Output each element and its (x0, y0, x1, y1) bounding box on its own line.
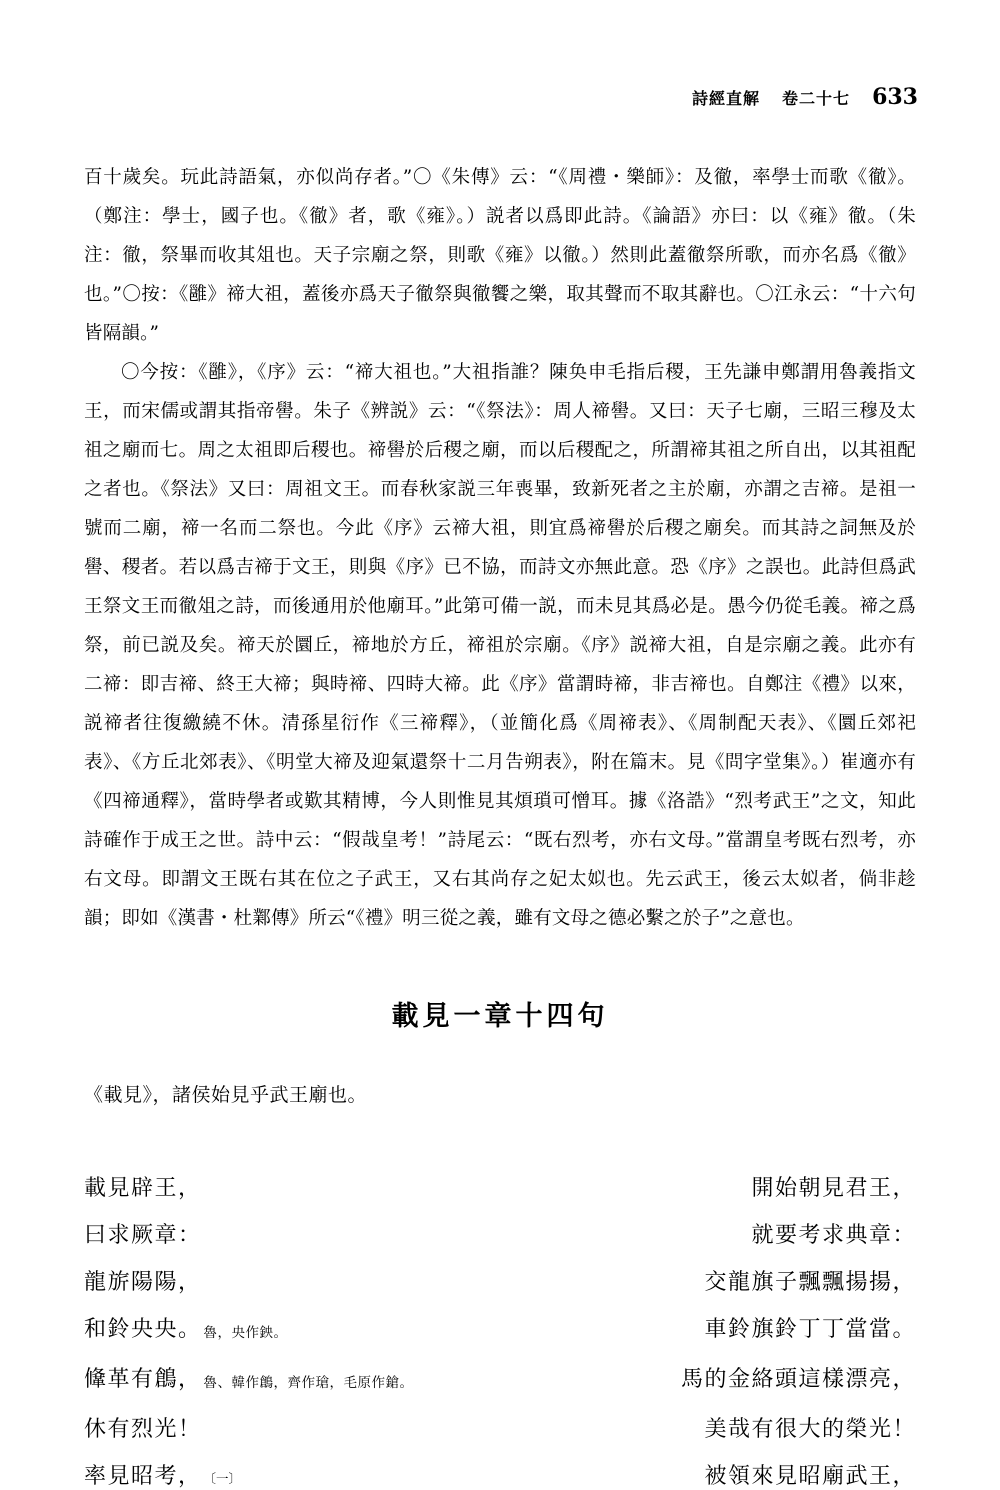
verse-translation: 交龍旗子飄飄揚揚， (704, 1270, 916, 1295)
verse-original (84, 1259, 204, 1306)
verse-row (84, 1306, 916, 1356)
verse-block (84, 1165, 916, 1490)
verse-translation: 馬的金絡頭這樣漂亮， (680, 1367, 916, 1392)
verse-row (84, 1406, 916, 1453)
verse-translation: 被領來見昭廟武王， (704, 1464, 916, 1489)
verse-row (84, 1259, 916, 1306)
verse-original-text: 鞗革有鶬， (84, 1367, 202, 1392)
verse-original (84, 1212, 204, 1259)
verse-original-text: 和鈴央央。 (84, 1317, 202, 1342)
verse-row (84, 1356, 916, 1406)
verse-original (84, 1306, 288, 1356)
section-title: 載見一章十四句 (391, 1001, 609, 1032)
page-header (692, 84, 918, 110)
paragraph-1: 百十歲矣。玩此詩語氣，亦似尚存者。”〇《朱傳》云：“《周禮・樂師》：及徹，率學士而歌《徹》。（鄭注：學士，國子也。《徹》者，歌《雍》。）説者以爲即此詩。《論語》亦曰：以《雍》徹。（朱注：徹，祭畢而收其俎也。天子宗廟之祭，則歌《雍》以徹。）然則此蓋徹祭所歌，而亦名爲《徹》也。”〇按：《雝》禘大祖，蓋後亦爲天子徹祭與徹饗之樂，取其聲而不取其辭也。〇江永云：“十六句皆隔韻。” (84, 167, 916, 344)
preface-line: 《載見》，諸侯始見乎武王廟也。 (84, 1084, 368, 1106)
verse-original-text: 休有烈光！ (84, 1417, 202, 1442)
verse-row (84, 1165, 916, 1212)
verse-translation: 開始朝見君王， (751, 1176, 916, 1201)
verse-row (84, 1212, 916, 1259)
page-number: 633 (872, 84, 918, 110)
footnote-marker: 〔一〕 (203, 1471, 242, 1486)
verse-original (84, 1356, 414, 1406)
book-title: 詩經直解 (692, 89, 761, 108)
verse-original-text: 載見辟王， (84, 1176, 202, 1201)
verse-original (84, 1165, 204, 1212)
verse-row (84, 1453, 916, 1490)
verse-gloss: 魯、韓作鶬，齊作瑲，毛原作鎗。 (203, 1375, 414, 1391)
verse-gloss: 魯，央作鉠。 (203, 1325, 288, 1341)
paragraph-2: 〇今按：《雝》，《序》云：“禘大祖也。”大祖指誰？陳奂申毛指后稷，王先謙申鄭謂用魯義指文王，而宋儒或謂其指帝嚳。朱子《辨説》云：“《祭法》：周人禘嚳。又曰：天子七廟，三昭三穆及太祖之廟而七。周之太祖即后稷也。禘嚳於后稷之廟，而以后稷配之，所謂禘其祖之所自出，以其祖配之者也。《祭法》又曰：周祖文王。而春秋家説三年喪畢，致新死者之主於廟，亦謂之吉禘。是祖一號而二廟，禘一名而二祭也。今此《序》云禘大祖，則宜爲禘嚳於后稷之廟矣。而其詩之詞無及於嚳、稷者。若以爲吉禘于文王，則與《序》已不協，而詩文亦無此意。恐《序》之誤也。此詩但爲武王祭文王而徹俎之詩，而後通用於他廟耳。”此第可備一説，而未見其爲必是。愚今仍從毛義。禘之爲祭，前已説及矣。禘天於圜丘，禘地於方丘，禘祖於宗廟。《序》説禘大祖，自是宗廟之義。此亦有二禘：即吉禘、終王大禘；與時禘、四時大禘。此《序》當謂時禘，非吉禘也。自鄭注《禮》以來，説禘者往復繳繞不休。清孫星衍作《三禘釋》，（並簡化爲《周禘表》、《周制配天表》、《圜丘郊祀表》、《方丘北郊表》、《明堂大禘及迎氣還祭十二月告朔表》，附在篇末。見《問字堂集》。）崔適亦有《四禘通釋》，當時學者或歎其精博，今人則惟見其煩瑣可憎耳。據《洛誥》“烈考武王”之文，知此詩確作于成王之世。詩中云：“假哉皇考！”詩尾云：“既右烈考，亦右文母。”當謂皇考既右烈考，亦右文母。即謂文王既右其在位之子武王，又右其尚存之妃太姒也。先云武王，後云太姒者，倘非趁韻；即如《漢書・杜鄴傳》所云“《禮》明三從之義，雖有文母之德必繫之於子”之意也。 (84, 362, 916, 929)
verse-original (84, 1406, 204, 1453)
verse-original-text: 龍旂陽陽， (84, 1270, 202, 1295)
verse-original (84, 1453, 241, 1490)
verse-original-text: 率見昭考， (84, 1464, 202, 1489)
verse-original-text: 曰求厥章： (84, 1223, 202, 1248)
body-column (84, 158, 916, 1490)
verse-translation: 就要考求典章： (751, 1223, 916, 1248)
verse-translation: 車鈴旗鈴丁丁當當。 (704, 1317, 916, 1342)
volume-label: 卷二十七 (782, 89, 851, 108)
verse-translation: 美哉有很大的榮光！ (704, 1417, 916, 1442)
